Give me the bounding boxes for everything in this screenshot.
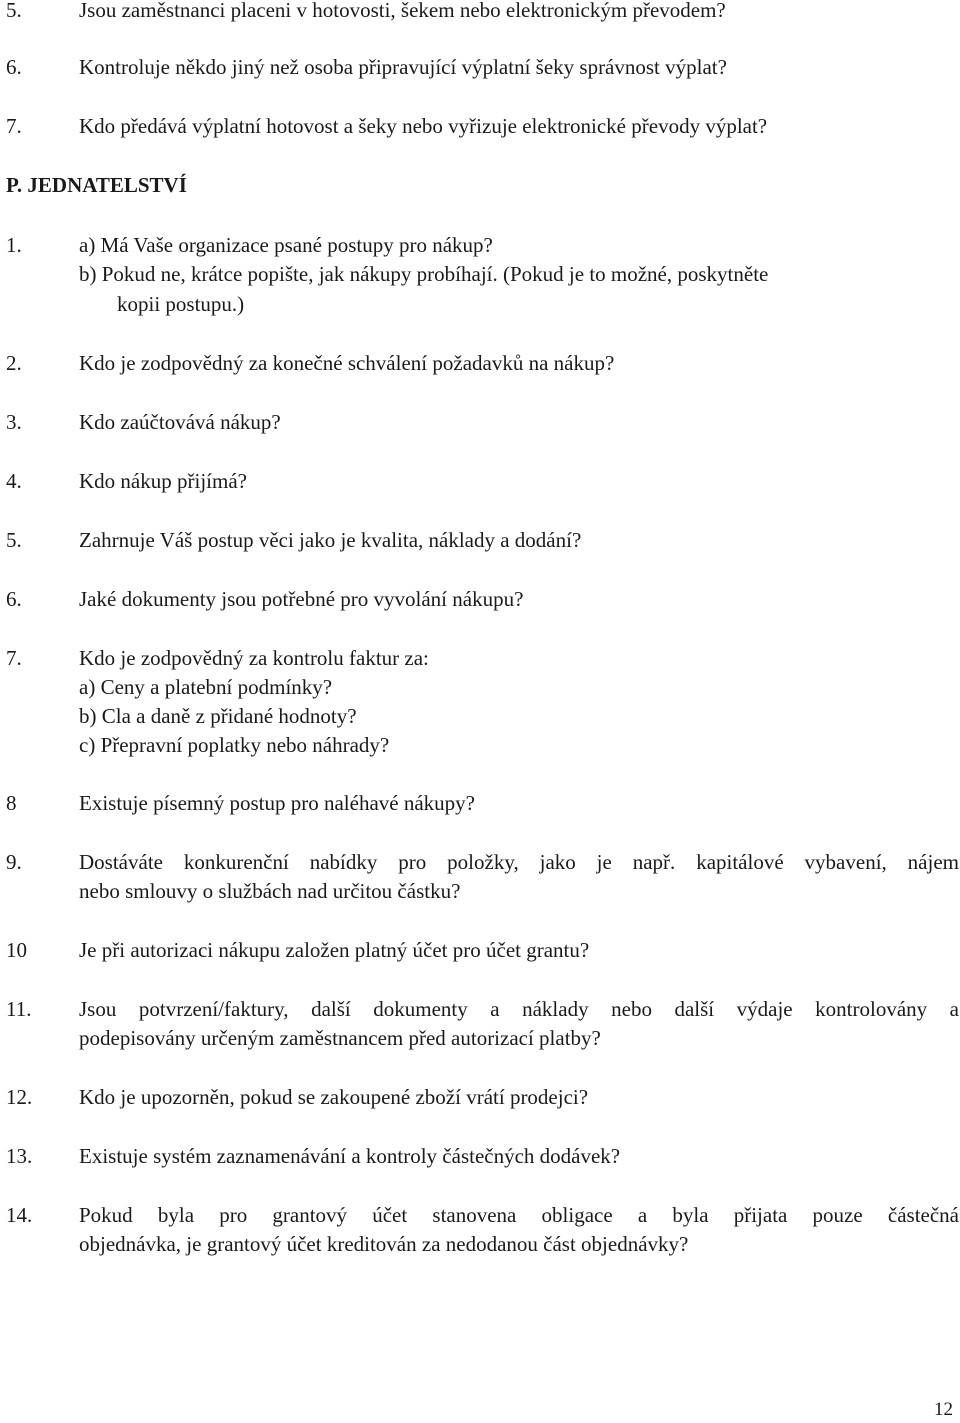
question-text: Jsou potvrzení/faktury, další dokumenty a náklady nebo další výdaje kontrolovány a bbox=[79, 997, 959, 1021]
question-number: 14. bbox=[6, 1203, 33, 1227]
question-subitem: a) Ceny a platební podmínky? bbox=[79, 675, 333, 699]
question-subitem: a) Má Vaše organizace psané postupy pro nákup? bbox=[79, 233, 493, 257]
question-subitem-continued: kopii postupu.) bbox=[117, 292, 245, 316]
question-subitem: b) Pokud ne, krátce popište, jak nákupy probíhají. (Pokud je to možné, poskytněte bbox=[79, 262, 769, 286]
item-text: Jsou zaměstnanci placeni v hotovosti, šekem nebo elektronickým převodem? bbox=[79, 0, 726, 22]
question-text: Jaké dokumenty jsou potřebné pro vyvolání nákupu? bbox=[79, 587, 524, 611]
item-text: Kdo předává výplatní hotovost a šeky nebo vyřizuje elektronické převody výplat? bbox=[79, 114, 768, 138]
question-number: 6. bbox=[6, 587, 22, 611]
item-text: Kontroluje někdo jiný než osoba připravující výplatní šeky správnost výplat? bbox=[79, 55, 727, 79]
question-number: 13. bbox=[6, 1144, 33, 1168]
question-text-continued: podepisovány určeným zaměstnancem před autorizací platby? bbox=[79, 1026, 601, 1050]
question-text: Kdo je zodpovědný za konečné schválení požadavků na nákup? bbox=[79, 351, 615, 375]
question-number: 7. bbox=[6, 646, 22, 670]
question-text: Kdo nákup přijímá? bbox=[79, 469, 247, 493]
item-number: 7. bbox=[6, 114, 22, 138]
question-number: 8 bbox=[6, 791, 17, 815]
question-number: 2. bbox=[6, 351, 22, 375]
question-text: Je při autorizaci nákupu založen platný účet pro účet grantu? bbox=[79, 938, 590, 962]
question-subitem: b) Cla a daně z přidané hodnoty? bbox=[79, 704, 357, 728]
question-text-continued: objednávka, je grantový účet kreditován za nedodanou část objednávky? bbox=[79, 1232, 689, 1256]
question-number: 3. bbox=[6, 410, 22, 434]
question-number: 11. bbox=[6, 997, 32, 1021]
question-text: Existuje písemný postup pro naléhavé nákupy? bbox=[79, 791, 475, 815]
page-number: 12 bbox=[934, 1399, 953, 1420]
question-text: Kdo je upozorněn, pokud se zakoupené zboží vrátí prodejci? bbox=[79, 1085, 589, 1109]
question-number: 9. bbox=[6, 850, 22, 874]
question-text: Kdo zaúčtovává nákup? bbox=[79, 410, 281, 434]
question-text: Zahrnuje Váš postup věci jako je kvalita, náklady a dodání? bbox=[79, 528, 582, 552]
question-text: Dostáváte konkurenční nabídky pro položky, jako je např. kapitálové vybavení, nájem bbox=[79, 850, 959, 874]
question-text-continued: nebo smlouvy o službách nad určitou částku? bbox=[79, 879, 461, 903]
question-text: Pokud byla pro grantový účet stanovena obligace a byla přijata pouze částečná bbox=[79, 1203, 959, 1227]
item-number: 5. bbox=[6, 0, 22, 22]
section-heading: P. JEDNATELSTVÍ bbox=[6, 173, 187, 197]
question-number: 1. bbox=[6, 233, 22, 257]
question-number: 10 bbox=[6, 938, 27, 962]
question-number: 5. bbox=[6, 528, 22, 552]
question-text: Existuje systém zaznamenávání a kontroly částečných dodávek? bbox=[79, 1144, 621, 1168]
item-number: 6. bbox=[6, 55, 22, 79]
question-number: 12. bbox=[6, 1085, 33, 1109]
question-number: 4. bbox=[6, 469, 22, 493]
question-subitem: c) Přepravní poplatky nebo náhrady? bbox=[79, 733, 390, 757]
question-text: Kdo je zodpovědný za kontrolu faktur za: bbox=[79, 646, 429, 670]
